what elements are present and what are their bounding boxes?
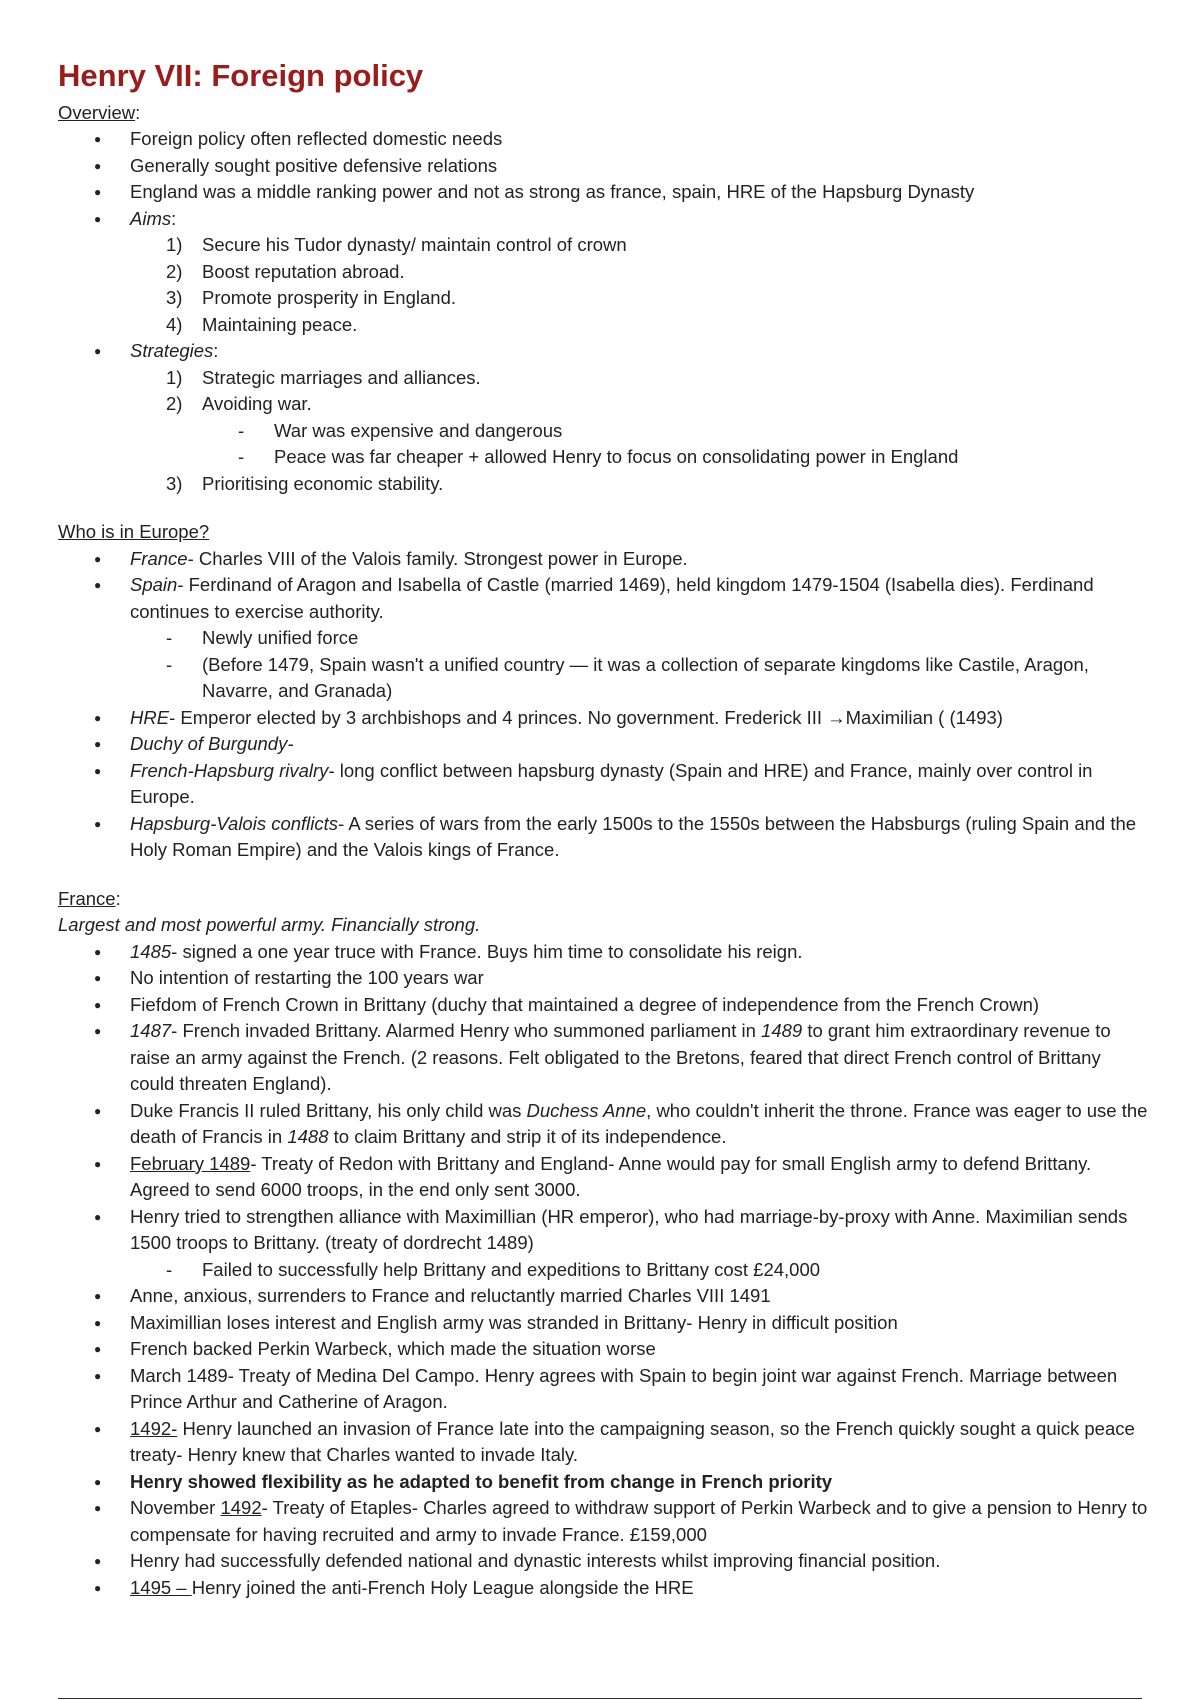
list-item: ● 1485- signed a one year truce with France. Buys him time to consolidate his reign. [58, 939, 1148, 966]
list-item: 2) Avoiding war. - War was expensive and dangerous - Peace was far cheaper + allowed Henry to focus on consolidating power in England [130, 391, 1148, 471]
list-item: ● No intention of restarting the 100 years war [58, 965, 1148, 992]
list-item: ● Fiefdom of French Crown in Brittany (duchy that maintained a degree of independence from the French Crown) [58, 992, 1148, 1019]
footer-divider [58, 1698, 1142, 1699]
strategies-item: ● Strategies: 1) Strategic marriages and alliances. 2) Avoiding war. - War was expensive and dangerous - Peace was far cheaper + allowed Henry to focus on consolidating power in England 3) Prioritising economic stability. [58, 338, 1148, 497]
europe-heading: Who is in Europe? [58, 521, 210, 543]
list-item: ● Henry showed flexibility as he adapted to benefit from change in French priority [58, 1469, 1148, 1496]
list-item: ● 1492- Henry launched an invasion of France late into the campaigning season, so the French quickly sought a quick peace treaty- Henry knew that Charles wanted to invade Italy. [58, 1416, 1148, 1469]
list-item: ● 1495 – Henry joined the anti-French Holy League alongside the HRE [58, 1575, 1148, 1602]
overview-heading: Overview: [58, 101, 141, 123]
document-page [58, 58, 1148, 1601]
list-item: ● Anne, anxious, surrenders to France and reluctantly married Charles VIII 1491 [58, 1283, 1148, 1310]
list-item: ● Maximillian loses interest and English army was stranded in Brittany- Henry in difficult position [58, 1310, 1148, 1337]
list-item: 2) Boost reputation abroad. [166, 260, 405, 282]
list-item: ● French backed Perkin Warbeck, which made the situation worse [58, 1336, 1148, 1363]
europe-list [58, 546, 1148, 864]
list-item: ● Duke Francis II ruled Brittany, his only child was Duchess Anne, who couldn't inherit the throne. France was eager to use the death of Francis in 1488 to claim Brittany and strip it of its independence. [58, 1098, 1148, 1151]
aims-list [130, 232, 1148, 338]
list-item: ● Henry had successfully defended national and dynastic interests whilst improving financial position. [58, 1548, 1148, 1575]
list-item: 3) Prioritising economic stability. [166, 472, 444, 494]
list-item: ● Duchy of Burgundy- [58, 731, 1148, 758]
list-item: ● Spain- Ferdinand of Aragon and Isabella of Castle (married 1469), held kingdom 1479-1504 (Isabella dies). Ferdinand continues to exercise authority. - Newly unified force - (Before 1479, Spain wasn't a unified country — it was a collection of separate kingdoms like Castile, Aragon, Navarre, and Granada) [58, 572, 1148, 705]
list-item: ● 1487- French invaded Brittany. Alarmed Henry who summoned parliament in 1489 to grant him extraordinary revenue to raise an army against the French. (2 reasons. Felt obligated to the Bretons, feared that direct French control of Brittany could threaten England). [58, 1018, 1148, 1098]
spain-sublist [130, 625, 1148, 705]
list-item: 1) Secure his Tudor dynasty/ maintain control of crown [166, 234, 627, 256]
france-subtitle: Largest and most powerful army. Financially strong. [58, 914, 481, 936]
list-item: ● England was a middle ranking power and not as strong as france, spain, HRE of the Hapsburg Dynasty [58, 179, 1148, 206]
aims-item: ● Aims: 1) Secure his Tudor dynasty/ maintain control of crown 2) Boost reputation abroad. 3) Promote prosperity in England. 4) Maintaining peace. [58, 206, 1148, 339]
brittany-sublist [130, 1257, 1148, 1284]
list-item: ● HRE- Emperor elected by 3 archbishops and 4 princes. No government. Frederick III →Maximilian ( (1493) [58, 705, 1148, 732]
list-item: ● November 1492- Treaty of Etaples- Charles agreed to withdraw support of Perkin Warbeck and to give a pension to Henry to compensate for having recruited and army to invade France. £159,000 [58, 1495, 1148, 1548]
list-item: ● Foreign policy often reflected domestic needs [58, 126, 1148, 153]
list-item: - (Before 1479, Spain wasn't a unified country — it was a collection of separate kingdoms like Castile, Aragon, Navarre, and Granada) [130, 652, 1148, 705]
list-item: ● March 1489- Treaty of Medina Del Campo. Henry agrees with Spain to begin joint war against French. Marriage between Prince Arthur and Catherine of Aragon. [58, 1363, 1148, 1416]
list-item: ● Generally sought positive defensive relations [58, 153, 1148, 180]
list-item: ● French-Hapsburg rivalry- long conflict between hapsburg dynasty (Spain and HRE) and France, mainly over control in Europe. [58, 758, 1148, 811]
list-item: - War was expensive and dangerous [202, 418, 1148, 445]
strategies-list [130, 365, 1148, 498]
list-item: - Peace was far cheaper + allowed Henry to focus on consolidating power in England [202, 444, 1148, 471]
list-item: 1) Strategic marriages and alliances. [166, 366, 481, 388]
list-item: - Failed to successfully help Brittany and expeditions to Brittany cost £24,000 [130, 1257, 1148, 1284]
list-item: 3) Promote prosperity in England. [166, 287, 456, 309]
list-item: - Newly unified force [130, 625, 1148, 652]
page-title: Henry VII: Foreign policy [58, 58, 424, 93]
war-sublist [202, 418, 1148, 471]
list-item: ● February 1489- Treaty of Redon with Brittany and England- Anne would pay for small English army to defend Brittany. Agreed to send 6000 troops, in the end only sent 3000. [58, 1151, 1148, 1204]
list-item: 4) Maintaining peace. [166, 313, 358, 335]
list-item: ● Hapsburg-Valois conflicts- A series of wars from the early 1500s to the 1550s between the Habsburgs (ruling Spain and the Holy Roman Empire) and the Valois kings of France. [58, 811, 1148, 864]
france-list [58, 939, 1148, 1602]
list-item: ● Henry tried to strengthen alliance with Maximillian (HR emperor), who had marriage-by-proxy with Anne. Maximilian sends 1500 troops to Brittany. (treaty of dordrecht 1489) - Failed to successfully help Brittany and expeditions to Brittany cost £24,000 [58, 1204, 1148, 1284]
list-item: ● France- Charles VIII of the Valois family. Strongest power in Europe. [58, 546, 1148, 573]
overview-list [58, 126, 1148, 497]
france-heading: France: [58, 887, 121, 909]
